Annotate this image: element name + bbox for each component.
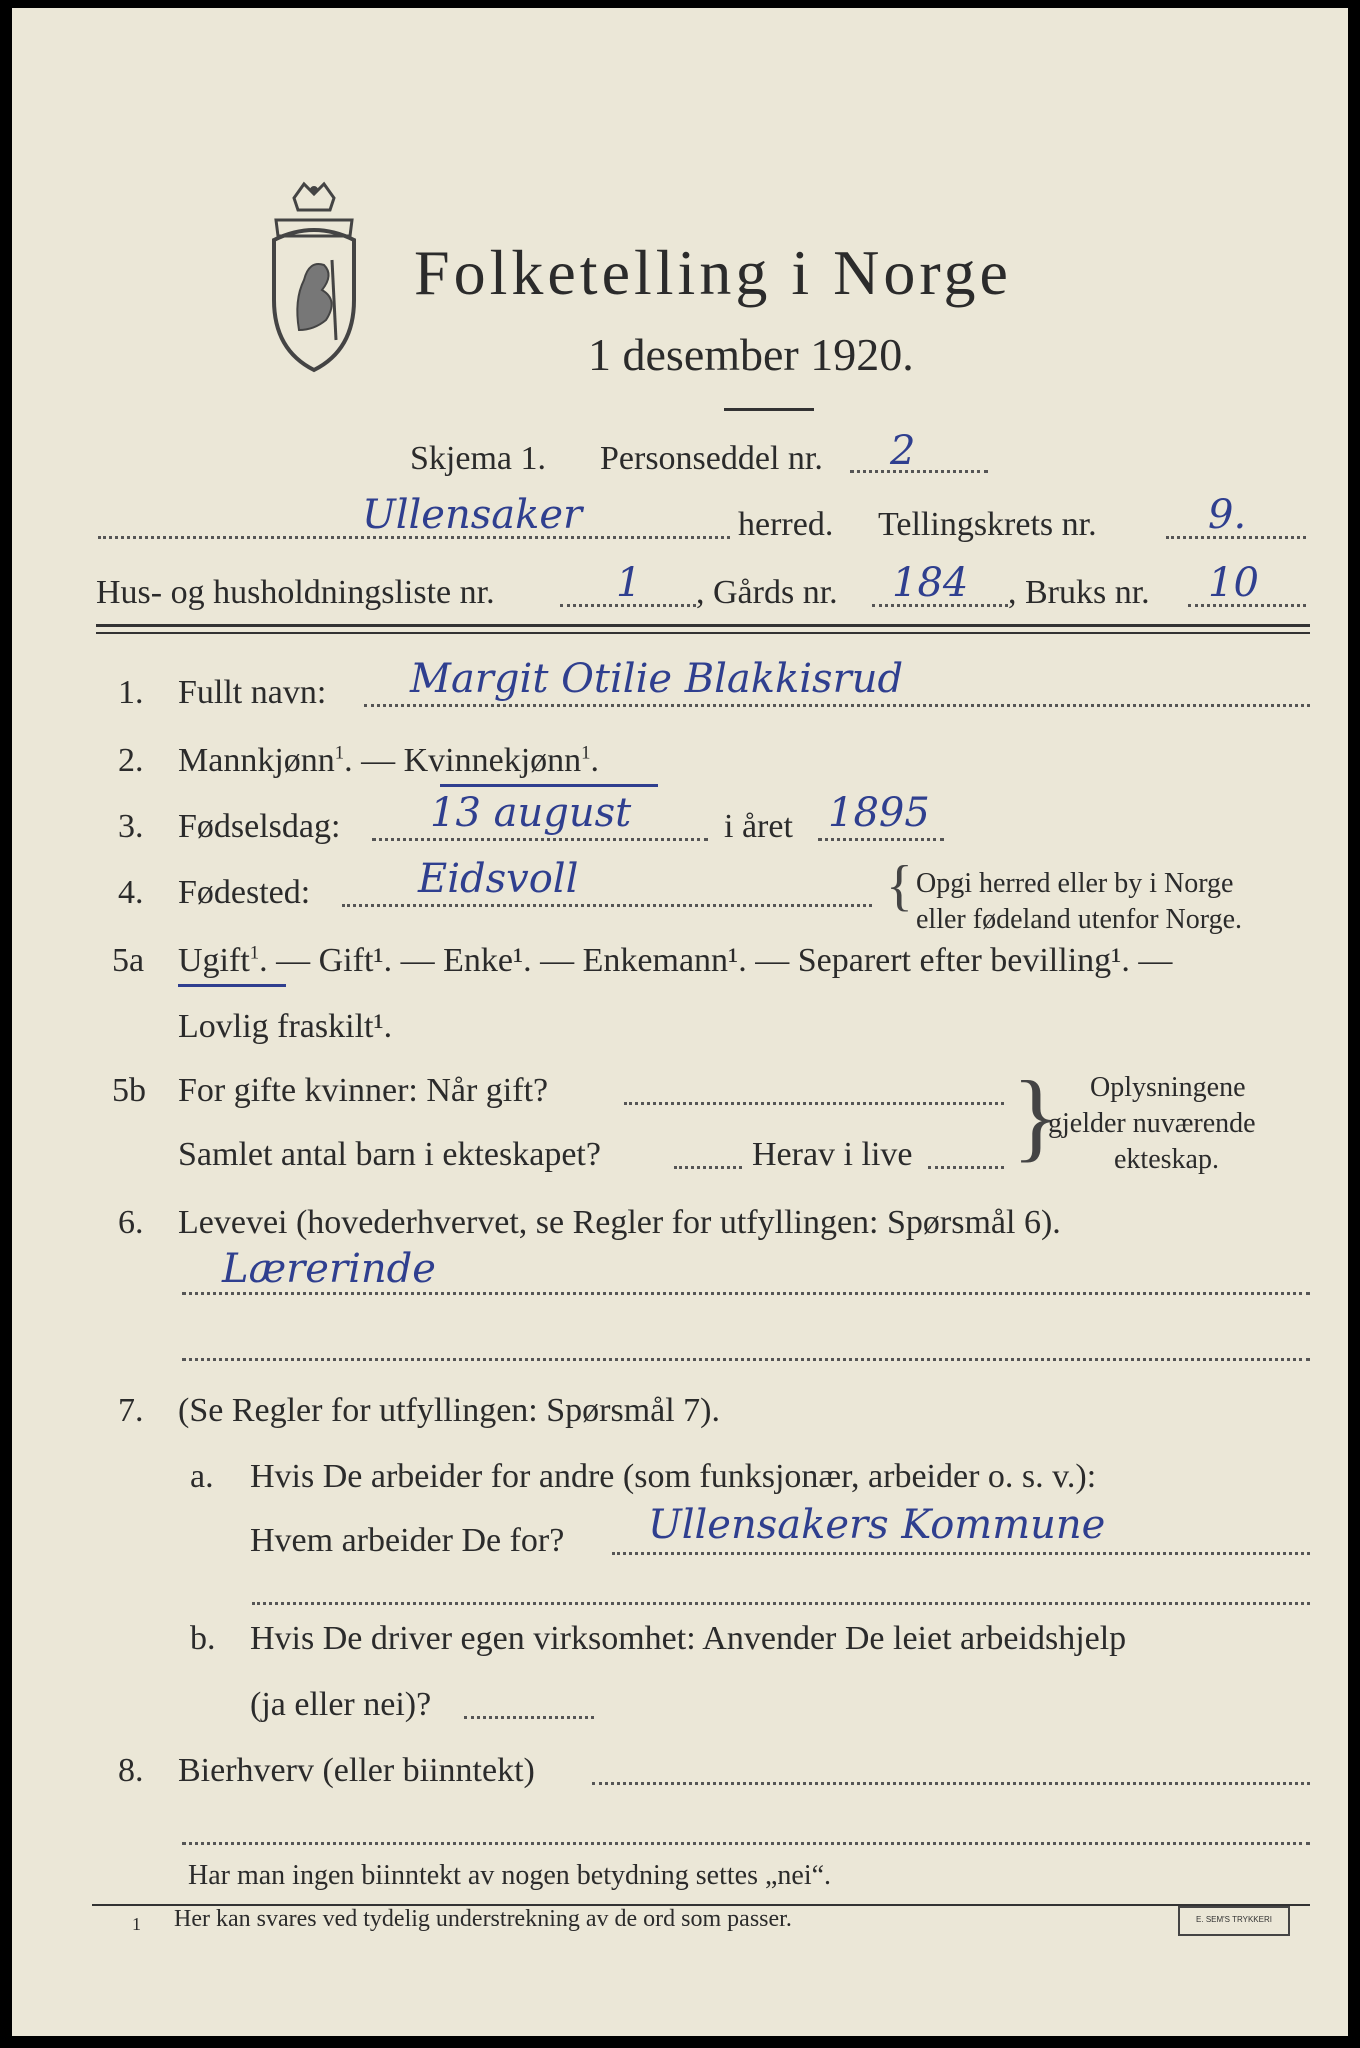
q7b-line xyxy=(464,1716,594,1719)
q2-sep: . — xyxy=(344,742,396,779)
q6-value: Lærerinde xyxy=(222,1246,436,1292)
q3-number: 3. xyxy=(118,808,144,845)
q4-note-2: eller fødeland utenfor Norge. xyxy=(916,904,1243,935)
q3-line xyxy=(372,838,708,841)
q5b-line2a: Samlet antal barn i ekteskapet? xyxy=(178,1136,601,1173)
gards-value: 184 xyxy=(892,560,969,606)
q5b-brace: } xyxy=(1012,1060,1060,1171)
skjema-label: Skjema 1. xyxy=(410,440,546,477)
q2-end: . xyxy=(590,742,600,779)
q7a-letter: a. xyxy=(190,1458,214,1495)
q5a-text: Ugift$^1$. — Gift¹. — Enke¹. — Enkemann¹. — Separert efter bevilling¹. — xyxy=(178,942,1173,979)
q4-number: 4. xyxy=(118,874,144,911)
q5b-live-line xyxy=(928,1166,1004,1169)
q6-line-2 xyxy=(182,1358,1310,1361)
q5a-ugift: Ugift xyxy=(178,942,250,979)
q5b-number: 5b xyxy=(112,1072,146,1109)
q3-year-value: 1895 xyxy=(828,790,930,836)
footnote-text: Her kan svares ved tydelig understrekning av de ord som passer. xyxy=(174,1906,792,1932)
q5a-ugift-underline xyxy=(178,984,286,987)
form-title: Folketelling i Norge xyxy=(414,237,1012,308)
norway-coat-of-arms-icon xyxy=(254,180,374,380)
q5b-gift-line xyxy=(624,1102,1004,1105)
bruks-value: 10 xyxy=(1208,560,1259,606)
q1-line xyxy=(364,704,1310,707)
q7a-line2: Hvem arbeider De for? xyxy=(250,1522,565,1559)
q7-number: 7. xyxy=(118,1392,144,1429)
personseddel-line xyxy=(850,470,988,473)
q8-label: Bierhverv (eller biinntekt) xyxy=(178,1752,535,1789)
q4-line xyxy=(342,904,872,907)
header-divider-2 xyxy=(96,632,1310,634)
q3-value: 13 august xyxy=(430,790,632,836)
q8-line-2 xyxy=(182,1842,1310,1845)
q8-number: 8. xyxy=(118,1752,144,1789)
q4-label: Fødested: xyxy=(178,874,311,911)
gards-label: , Gårds nr. xyxy=(696,574,838,611)
title-divider xyxy=(724,408,814,411)
q5b-line2b: Herav i live xyxy=(752,1136,913,1173)
q7b-letter: b. xyxy=(190,1620,216,1657)
q5a-rest: . — Gift¹. — Enke¹. — Enkemann¹. — Separert efter bevilling¹. — xyxy=(259,942,1173,979)
personseddel-value: 2 xyxy=(890,428,916,474)
q5b-barn-line xyxy=(674,1166,742,1169)
hus-label: Hus- og husholdningsliste nr. xyxy=(96,574,495,611)
q2-mann: Mannkjønn xyxy=(178,742,335,779)
q6-label: Levevei (hovederhvervet, se Regler for utfyllingen: Spørsmål 6). xyxy=(178,1204,1061,1241)
census-form xyxy=(12,8,1348,2036)
tellingskrets-label: Tellingskrets nr. xyxy=(878,506,1097,543)
q2-kvinne: Kvinnekjønn xyxy=(403,742,582,779)
q5b-note-1: Oplysningene xyxy=(1090,1072,1246,1103)
herred-value: Ullensaker xyxy=(362,492,583,538)
q6-line-1 xyxy=(182,1292,1310,1295)
q5a-line2: Lovlig fraskilt¹. xyxy=(178,1008,393,1045)
tellingskrets-value: 9. xyxy=(1208,492,1247,538)
q5b-line1: For gifte kvinner: Når gift? xyxy=(178,1072,549,1109)
bruks-label: , Bruks nr. xyxy=(1008,574,1150,611)
biinntekt-note: Har man ingen biinntekt av nogen betydning settes „nei“. xyxy=(188,1860,832,1891)
q7a-line-2 xyxy=(252,1602,1310,1605)
q7-label: (Se Regler for utfyllingen: Spørsmål 7). xyxy=(178,1392,721,1429)
printer-text: E. SEM'S TRYKKERI xyxy=(1196,1915,1272,1924)
q7b-line2: (ja eller nei)? xyxy=(250,1686,432,1723)
q3-year-label: i året xyxy=(724,808,793,845)
herred-label: herred. xyxy=(738,506,834,543)
q7b-line1: Hvis De driver egen virksomhet: Anvender De leiet arbeidshjelp xyxy=(250,1620,1127,1657)
q3-year-line xyxy=(818,838,944,841)
q2-text: Mannkjønn$^1$. — Kvinnekjønn$^1$. xyxy=(178,742,600,779)
q4-brace: { xyxy=(886,855,913,917)
q6-number: 6. xyxy=(118,1204,144,1241)
q1-value: Margit Otilie Blakkisrud xyxy=(410,656,904,702)
q3-label: Fødselsdag: xyxy=(178,808,341,845)
hus-value: 1 xyxy=(616,560,642,606)
q2-kvinne-underline xyxy=(440,784,658,787)
q7a-line1: Hvis De arbeider for andre (som funksjonær, arbeider o. s. v.): xyxy=(250,1458,1097,1495)
q7a-value: Ullensakers Kommune xyxy=(648,1502,1106,1548)
personseddel-label: Personseddel nr. xyxy=(600,440,823,477)
printer-box xyxy=(1178,1906,1290,1936)
q1-label: Fullt navn: xyxy=(178,674,327,711)
q5b-note-3: ekteskap. xyxy=(1114,1144,1219,1175)
q1-number: 1. xyxy=(118,674,144,711)
form-date: 1 desember 1920. xyxy=(588,329,914,380)
q5a-number: 5a xyxy=(112,942,145,979)
q5b-note-2: gjelder nuværende xyxy=(1048,1108,1256,1139)
footnote-mark: 1 xyxy=(132,1914,141,1934)
q7a-line xyxy=(612,1552,1310,1555)
q4-note-1: Opgi herred eller by i Norge xyxy=(916,868,1234,899)
q4-value: Eidsvoll xyxy=(418,856,579,902)
q2-number: 2. xyxy=(118,742,144,779)
header-divider-1 xyxy=(96,624,1310,627)
q8-line xyxy=(592,1782,1310,1785)
